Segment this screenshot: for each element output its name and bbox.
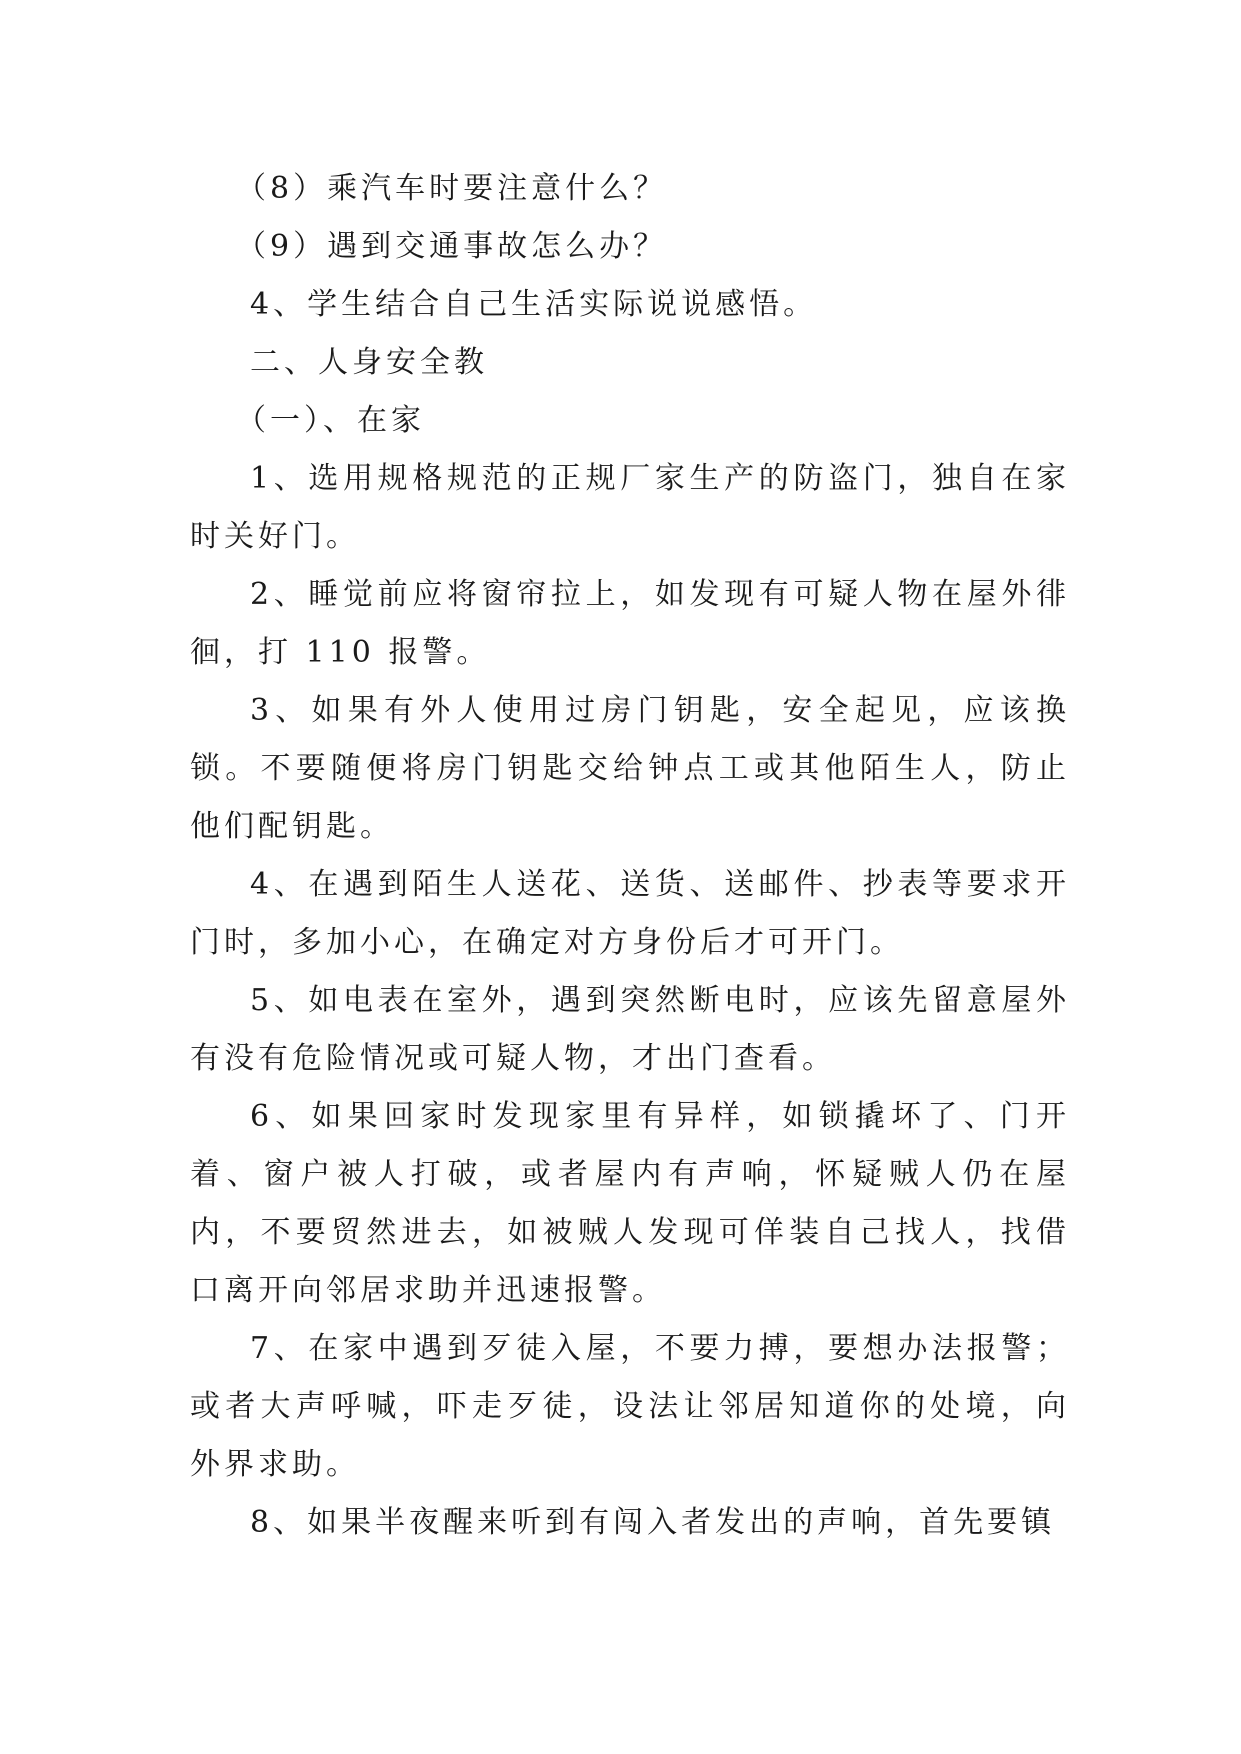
paragraph-item-4: 4、在遇到陌生人送花、送货、送邮件、抄表等要求开门时，多加小心，在确定对方身份后才可开门。 — [190, 867, 1070, 960]
paragraph-item-2: 2、睡觉前应将窗帘拉上，如发现有可疑人物在屋外徘徊，打 110 报警。 — [190, 577, 1070, 670]
document-body — [190, 160, 1070, 1552]
paragraph-item-1: 1、选用规格规范的正规厂家生产的防盗门，独自在家时关好门。 — [190, 461, 1070, 554]
subsection-heading-at-home: （一）、在家 — [236, 403, 425, 438]
paragraph-question-8: （8）乘汽车时要注意什么？ — [236, 171, 668, 206]
paragraph-item-5: 5、如电表在室外，遇到突然断电时，应该先留意屋外有没有危险情况或可疑人物，才出门查看。 — [190, 983, 1070, 1076]
paragraph-item-8: 8、如果半夜醒来听到有闯入者发出的声响，首先要镇 — [250, 1505, 1056, 1540]
paragraph-item-3: 3、如果有外人使用过房门钥匙，安全起见，应该换锁。不要随便将房门钥匙交给钟点工或其他陌生人，防止他们配钥匙。 — [190, 693, 1070, 844]
paragraph-question-9: （9）遇到交通事故怎么办？ — [236, 229, 668, 264]
paragraph-item-7: 7、在家中遇到歹徒入屋，不要力搏，要想办法报警；或者大声呼喊，吓走歹徒，设法让邻居知道你的处境，向外界求助。 — [190, 1331, 1070, 1482]
section-heading-personal-safety: 二、人身安全教 — [250, 345, 488, 380]
paragraph-item-6: 6、如果回家时发现家里有异样，如锁撬坏了、门开着、窗户被人打破，或者屋内有声响，怀疑贼人仍在屋内，不要贸然进去，如被贼人发现可佯装自己找人，找借口离开向邻居求助并迅速报警。 — [190, 1099, 1070, 1308]
paragraph-step-4: 4、学生结合自己生活实际说说感悟。 — [250, 287, 818, 322]
